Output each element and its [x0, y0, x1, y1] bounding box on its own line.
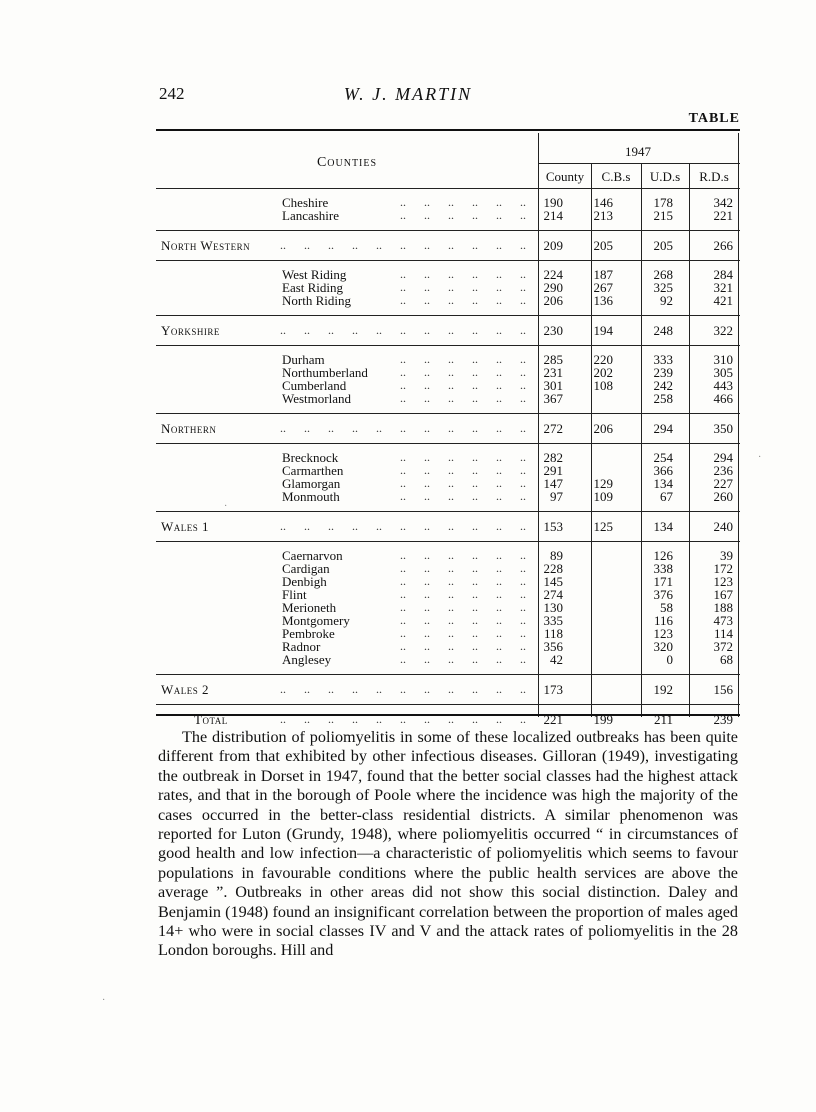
leader-dots: .. .. .. .. .. ..	[400, 639, 526, 653]
region-row	[156, 422, 740, 435]
leader-dots: .. .. .. .. .. .. .. .. .. .. ..	[280, 682, 526, 696]
col-header-county: County	[545, 169, 585, 184]
cell-county: 206	[543, 293, 563, 308]
cell-uds: 258	[653, 391, 673, 406]
cell-county: 274	[543, 587, 563, 602]
cell-rds: 156	[713, 682, 733, 697]
cell-county: 130	[543, 600, 563, 615]
leader-dots: .. .. .. .. .. ..	[400, 548, 526, 562]
year-underline	[538, 163, 740, 164]
cell-uds: 376	[653, 587, 673, 602]
leader-dots: .. .. .. .. .. .. .. .. .. .. ..	[280, 421, 526, 435]
header-bottom-rule	[156, 188, 740, 189]
county-name: Flint	[282, 587, 307, 602]
region-name: Wales 2	[161, 682, 210, 697]
cell-cbs: 129	[593, 476, 613, 491]
cell-rds: 227	[713, 476, 733, 491]
leader-dots: .. .. .. .. .. ..	[400, 365, 526, 379]
row-separator-rule	[156, 345, 740, 346]
leader-dots: .. .. .. .. .. ..	[400, 293, 526, 307]
cell-county: 147	[543, 476, 563, 491]
leader-dots: .. .. .. .. .. ..	[400, 267, 526, 281]
cell-rds: 421	[713, 293, 733, 308]
county-row	[156, 653, 740, 666]
county-name: Brecknock	[282, 450, 339, 465]
row-separator-rule	[156, 541, 740, 542]
cell-rds: 372	[713, 639, 733, 654]
cell-uds: 211	[653, 712, 673, 727]
county-name: Durham	[282, 352, 325, 367]
row-separator-rule	[156, 443, 740, 444]
county-name: Caernarvon	[282, 548, 343, 563]
cell-rds: 239	[713, 712, 733, 727]
cell-uds: 215	[653, 208, 673, 223]
cell-rds: 284	[713, 267, 733, 282]
cell-rds: 236	[713, 463, 733, 478]
cell-county: 231	[543, 365, 563, 380]
col-header-cbs: C.B.s	[601, 169, 631, 184]
cell-cbs: 267	[593, 280, 613, 295]
cell-cbs: 125	[593, 519, 613, 534]
cell-rds: 321	[713, 280, 733, 295]
cell-county: 97	[550, 489, 563, 504]
region-name: North Western	[161, 238, 251, 253]
year-header: 1947	[625, 144, 651, 159]
row-separator-rule	[156, 260, 740, 261]
cell-uds: 254	[653, 450, 673, 465]
running-head: W. J. MARTIN	[343, 84, 473, 104]
county-name: Montgomery	[282, 613, 350, 628]
cell-cbs: 194	[593, 323, 613, 338]
leader-dots: .. .. .. .. .. ..	[400, 613, 526, 627]
leader-dots: .. .. .. .. .. .. .. .. .. .. ..	[280, 519, 526, 533]
cell-rds: 114	[713, 626, 733, 641]
county-name: Northumberland	[282, 365, 368, 380]
cell-cbs: 213	[593, 208, 613, 223]
county-name: Westmorland	[282, 391, 351, 406]
leader-dots: .. .. .. .. .. ..	[400, 489, 526, 503]
cell-county: 301	[543, 378, 563, 393]
county-name: Cumberland	[282, 378, 347, 393]
cell-uds: 338	[653, 561, 673, 576]
table-bottom-rule	[156, 714, 740, 716]
stray-mark: ·	[224, 501, 228, 512]
county-name: Radnor	[282, 639, 321, 654]
leader-dots: .. .. .. .. .. ..	[400, 450, 526, 464]
county-name: North Riding	[282, 293, 351, 308]
row-separator-rule	[156, 511, 740, 512]
cell-rds: 167	[713, 587, 733, 602]
leader-dots: .. .. .. .. .. ..	[400, 476, 526, 490]
region-name: Northern	[161, 421, 217, 436]
cell-uds: 67	[660, 489, 673, 504]
cell-rds: 466	[713, 391, 733, 406]
row-separator-rule	[156, 230, 740, 231]
county-name: Cardigan	[282, 561, 330, 576]
leader-dots: .. .. .. .. .. ..	[400, 463, 526, 477]
county-name: Cheshire	[282, 195, 329, 210]
county-row	[156, 294, 740, 307]
cell-uds: 248	[653, 323, 673, 338]
cell-rds: 294	[713, 450, 733, 465]
table-label: TABLE	[688, 111, 740, 126]
cell-uds: 294	[653, 421, 673, 436]
cell-county: 228	[543, 561, 563, 576]
stray-mark: ·	[102, 995, 106, 1006]
cell-county: 224	[543, 267, 563, 282]
county-name: Glamorgan	[282, 476, 341, 491]
county-name: East Riding	[282, 280, 344, 295]
cell-uds: 123	[653, 626, 673, 641]
cell-county: 190	[543, 195, 563, 210]
cell-uds: 320	[653, 639, 673, 654]
leader-dots: .. .. .. .. .. .. .. .. .. .. ..	[280, 238, 526, 252]
data-table	[156, 129, 740, 727]
leader-dots: .. .. .. .. .. ..	[400, 587, 526, 601]
county-name: Pembroke	[282, 626, 335, 641]
cell-cbs: 136	[593, 293, 613, 308]
cell-cbs: 109	[593, 489, 613, 504]
row-separator-rule	[156, 315, 740, 316]
cell-uds: 366	[653, 463, 673, 478]
cell-rds: 188	[713, 600, 733, 615]
cell-uds: 116	[653, 613, 673, 628]
cell-cbs: 146	[593, 195, 613, 210]
cell-rds: 240	[713, 519, 733, 534]
stray-mark: ·	[758, 452, 762, 463]
cell-county: 214	[543, 208, 563, 223]
leader-dots: .. .. .. .. .. ..	[400, 352, 526, 366]
cell-uds: 325	[653, 280, 673, 295]
region-name: Yorkshire	[161, 323, 220, 338]
cell-rds: 443	[713, 378, 733, 393]
counties-header: Counties	[316, 155, 378, 170]
leader-dots: .. .. .. .. .. ..	[400, 561, 526, 575]
col-header-rds: R.D.s	[699, 169, 729, 184]
cell-cbs: 205	[593, 238, 613, 253]
county-name: West Riding	[282, 267, 347, 282]
cell-uds: 178	[653, 195, 673, 210]
leader-dots: .. .. .. .. .. ..	[400, 391, 526, 405]
county-name: Lancashire	[282, 208, 340, 223]
page-number: 242	[159, 84, 185, 103]
cell-county: 42	[550, 652, 563, 667]
cell-rds: 350	[713, 421, 733, 436]
county-name: Carmarthen	[282, 463, 344, 478]
leader-dots: .. .. .. .. .. .. .. .. .. .. ..	[280, 712, 526, 726]
leader-dots: .. .. .. .. .. ..	[400, 195, 526, 209]
cell-rds: 473	[713, 613, 733, 628]
cell-uds: 239	[653, 365, 673, 380]
cell-county: 356	[543, 639, 563, 654]
cell-county: 272	[543, 421, 563, 436]
cell-county: 285	[543, 352, 563, 367]
region-row	[156, 239, 740, 252]
county-row	[156, 209, 740, 222]
cell-rds: 123	[713, 574, 733, 589]
leader-dots: .. .. .. .. .. ..	[400, 280, 526, 294]
cell-uds: 58	[660, 600, 673, 615]
cell-county: 291	[543, 463, 563, 478]
total-label: Total	[194, 712, 228, 727]
county-name: Merioneth	[282, 600, 337, 615]
county-name: Monmouth	[282, 489, 340, 504]
cell-county: 282	[543, 450, 563, 465]
cell-rds: 266	[713, 238, 733, 253]
cell-cbs: 202	[593, 365, 613, 380]
leader-dots: .. .. .. .. .. .. .. .. .. .. ..	[280, 323, 526, 337]
cell-uds: 192	[653, 682, 673, 697]
leader-dots: .. .. .. .. .. ..	[400, 574, 526, 588]
cell-county: 145	[543, 574, 563, 589]
row-separator-rule	[156, 674, 740, 675]
cell-county: 89	[550, 548, 563, 563]
cell-rds: 305	[713, 365, 733, 380]
cell-cbs: 187	[593, 267, 613, 282]
cell-rds: 221	[713, 208, 733, 223]
cell-cbs: 220	[593, 352, 613, 367]
region-name: Wales 1	[161, 519, 210, 534]
county-name: Denbigh	[282, 574, 327, 589]
row-separator-rule	[156, 704, 740, 705]
cell-county: 118	[543, 626, 563, 641]
cell-county: 230	[543, 323, 563, 338]
cell-cbs: 199	[593, 712, 613, 727]
leader-dots: .. .. .. .. .. ..	[400, 626, 526, 640]
table-top-rule	[156, 129, 740, 131]
cell-uds: 134	[653, 519, 673, 534]
region-row	[156, 324, 740, 337]
cell-uds: 171	[653, 574, 673, 589]
leader-dots: .. .. .. .. .. ..	[400, 652, 526, 666]
county-row	[156, 490, 740, 503]
cell-county: 221	[543, 712, 563, 727]
cell-rds: 322	[713, 323, 733, 338]
row-separator-rule	[156, 413, 740, 414]
cell-county: 153	[543, 519, 563, 534]
cell-uds: 126	[653, 548, 673, 563]
leader-dots: .. .. .. .. .. ..	[400, 208, 526, 222]
cell-rds: 68	[720, 652, 733, 667]
leader-dots: .. .. .. .. .. ..	[400, 600, 526, 614]
cell-cbs: 206	[593, 421, 613, 436]
cell-uds: 205	[653, 238, 673, 253]
cell-uds: 0	[666, 652, 673, 667]
cell-uds: 242	[653, 378, 673, 393]
cell-rds: 39	[720, 548, 733, 563]
county-row	[156, 392, 740, 405]
cell-uds: 92	[660, 293, 673, 308]
cell-cbs: 108	[593, 378, 613, 393]
cell-county: 290	[543, 280, 563, 295]
region-row	[156, 520, 740, 533]
cell-rds: 310	[713, 352, 733, 367]
cell-rds: 172	[713, 561, 733, 576]
cell-county: 335	[543, 613, 563, 628]
col-header-uds: U.D.s	[649, 169, 681, 184]
cell-rds: 342	[713, 195, 733, 210]
body-paragraph: The distribution of poliomyelitis in some of these localized outbreaks has been quite different from that exhibited by other infectious diseases. Gilloran (1949), investigating the outbreak in Dorset in 1947, found that the better social classes had the highest attack rates, and that in the borough of Poole where the incidence was high the majority of the cases occurred in the better-class residential districts. A similar phenomenon was reported for Luton (Grundy, 1948), where poliomyelitis occurred “ in circumstances of good health and low infection—a characteristic of poliomyelitis which seems to favour populations in favourable conditions where the public health services are above the average ”. Outbreaks in other areas did not show this social distinction. Daley and Benjamin (1948) found an insignificant correlation between the proportion of males aged 14+ who were in social classes IV and V and the attack rates of poliomyelitis in the 28 London boroughs. Hill and	[158, 728, 738, 960]
cell-county: 209	[543, 238, 563, 253]
county-name: Anglesey	[282, 652, 332, 667]
cell-uds: 268	[653, 267, 673, 282]
cell-county: 367	[543, 391, 563, 406]
cell-county: 173	[543, 682, 563, 697]
leader-dots: .. .. .. .. .. ..	[400, 378, 526, 392]
cell-uds: 134	[653, 476, 673, 491]
cell-rds: 260	[713, 489, 733, 504]
cell-uds: 333	[653, 352, 673, 367]
region-row	[156, 683, 740, 696]
